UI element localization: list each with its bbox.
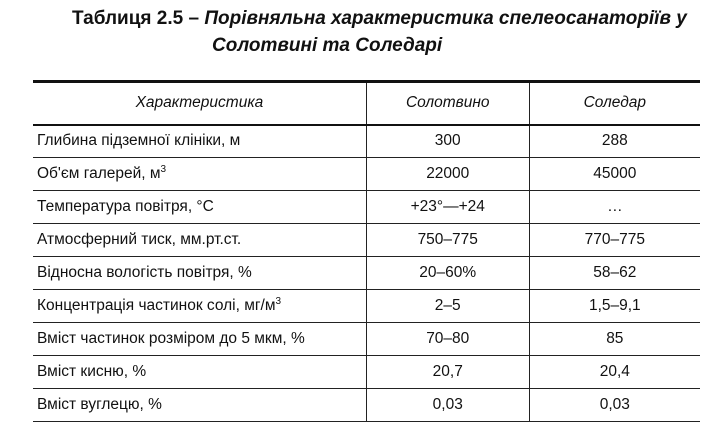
- row-solotvyno-value: 2–5: [366, 290, 529, 323]
- row-solotvyno-value: 750–775: [366, 224, 529, 257]
- header-soledar: Соледар: [529, 82, 700, 125]
- row-soledar-value: 770–775: [529, 224, 700, 257]
- table-header: [33, 82, 700, 125]
- row-soledar-value: 20,4: [529, 356, 700, 389]
- row-label: Об'єм галерей, м: [37, 165, 161, 182]
- row-soledar-value: 85: [529, 323, 700, 356]
- caption-title-line-1: Порівняльна характеристика спелеосанаторіїв у: [204, 8, 687, 29]
- table-row: [33, 290, 700, 323]
- caption-dash: –: [188, 8, 200, 29]
- row-label: Температура повітря, °С: [33, 191, 366, 224]
- row-label-superscript: 3: [275, 295, 282, 307]
- comparison-table: [33, 80, 700, 422]
- row-label: Атмосферний тиск, мм.рт.ст.: [33, 224, 366, 257]
- row-solotvyno-value: +23°—+24: [366, 191, 529, 224]
- row-label: Концентрація частинок солі, мг/м: [37, 297, 276, 314]
- caption-line-2: [212, 33, 442, 59]
- table-body: [33, 125, 700, 422]
- row-soledar-value: 0,03: [529, 389, 700, 422]
- row-solotvyno-value: 70–80: [366, 323, 529, 356]
- caption-number: 2.5: [156, 8, 184, 29]
- row-label: Вміст кисню, %: [33, 356, 366, 389]
- row-soledar-value: 1,5–9,1: [529, 290, 700, 323]
- row-soledar-value: 58–62: [529, 257, 700, 290]
- row-solotvyno-value: 20–60%: [366, 257, 529, 290]
- row-label-cell: [33, 158, 366, 191]
- table-row: [33, 389, 700, 422]
- row-label: Глибина підземної клініки, м: [33, 125, 366, 158]
- caption-line-1: [72, 6, 687, 32]
- row-label-superscript: 3: [160, 163, 167, 175]
- table-row: [33, 125, 700, 158]
- table-row: [33, 257, 700, 290]
- row-label-cell: [33, 290, 366, 323]
- row-label: Вміст частинок розміром до 5 мкм, %: [33, 323, 366, 356]
- header-characteristic: Характеристика: [33, 82, 366, 125]
- row-label: Вміст вуглецю, %: [33, 389, 366, 422]
- table-row: [33, 323, 700, 356]
- row-solotvyno-value: 22000: [366, 158, 529, 191]
- header-solotvyno: Солотвино: [366, 82, 529, 125]
- caption-lead: Таблиця: [72, 8, 152, 29]
- table-row: [33, 356, 700, 389]
- row-soledar-value: …: [529, 191, 700, 224]
- row-label: Відносна вологість повітря, %: [33, 257, 366, 290]
- row-soledar-value: 45000: [529, 158, 700, 191]
- row-solotvyno-value: 0,03: [366, 389, 529, 422]
- row-solotvyno-value: 20,7: [366, 356, 529, 389]
- table-row: [33, 158, 700, 191]
- table-row: [33, 191, 700, 224]
- row-solotvyno-value: 300: [366, 125, 529, 158]
- caption-title-line-2: Солотвині та Соледарі: [212, 35, 443, 56]
- header-row: [33, 82, 700, 125]
- table-row: [33, 224, 700, 257]
- row-soledar-value: 288: [529, 125, 700, 158]
